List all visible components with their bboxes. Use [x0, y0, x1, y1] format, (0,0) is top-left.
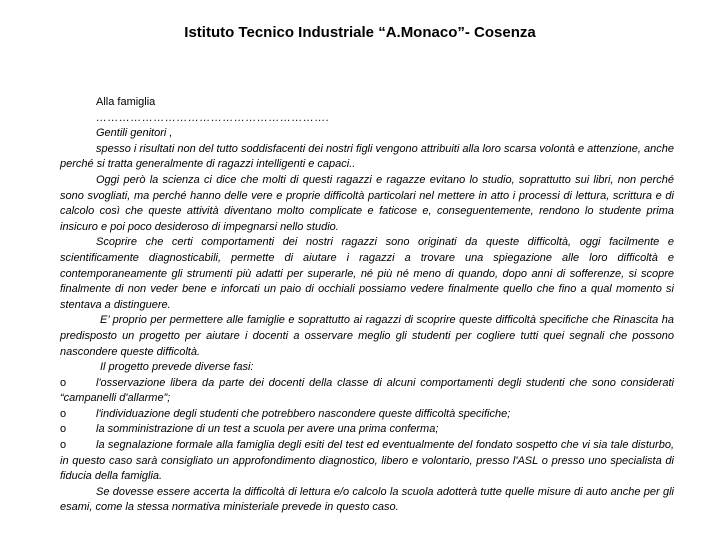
- list-item-text: la segnalazione formale alla famiglia degli esiti del test ed eventualmente del fondato sospetto che vi sia tale disturbo, in questo caso sarà consigliato un approfondimento diagnostico, libero e volontario, presso l'ASL o presso uno specialista di fiducia della famiglia.: [60, 439, 674, 483]
- list-item: [60, 422, 674, 438]
- paragraph-1: spesso i risultati non del tutto soddisfacenti dei nostri figli vengono attribuiti alla loro scarsa volontà e attenzione, anche perché si tratta generalmente di ragazzi intelligenti e capaci..: [60, 142, 674, 171]
- document-title: Istituto Tecnico Industriale “A.Monaco”- Cosenza: [184, 24, 536, 41]
- list-item-text: la somministrazione di un test a scuola per avere una prima conferma;: [96, 423, 439, 436]
- bullet-marker: o: [60, 423, 67, 436]
- bullet-marker: o: [60, 439, 67, 452]
- paragraph-2: Oggi però la scienza ci dice che molti di questi ragazzi e ragazze evitano lo studio, soprattutto sui libri, non perché sono svogliati, ma perché hanno delle vere e proprie difficoltà particolari nel mettere in atto i processi di lettura, scrittura e di calcolo così che queste attività diventano molto complicate e faticose e, conseguentemente, rendono lo studente prima insicuro e poi poco desideroso di impegnarsi nello studio.: [60, 173, 674, 233]
- salutation: Gentili genitori ,: [96, 127, 173, 140]
- list-item-text: l'individuazione degli studenti che potrebbero nascondere queste difficoltà specifiche;: [96, 407, 511, 420]
- paragraph-3: Scoprire che certi comportamenti dei nostri ragazzi sono originati da queste difficoltà, oggi facilmente e scientificamente diagnosticabili, permette di aiutare i ragazzi a trovare una spiegazione alle loro difficoltà e contemporaneamente gli strumenti più adatti per superarle, né più né meno di quando, dopo anni di sofferenze, si scopre finalmente di non veder bene e inforcati un paio di occhiali possiamo vedere finalmente quello che fino a qual momento si stentava a distinguere.: [60, 236, 674, 311]
- letter-body: [60, 95, 674, 516]
- bullet-marker: o: [60, 376, 67, 389]
- recipient-line: Alla famiglia: [96, 96, 156, 108]
- list-item: [60, 376, 674, 407]
- paragraph-6: Se dovesse essere accerta la difficoltà di lettura e/o calcolo la scuola adotterà tutte quelle misure di auto anche per gli esami, come la stessa normativa ministeriale prevede in questo caso.: [60, 485, 674, 514]
- recipient-dots: …………………………………………………….: [96, 111, 330, 124]
- paragraph-5: Il progetto prevede diverse fasi:: [100, 361, 254, 374]
- list-item-text: l'osservazione libera da parte dei docenti della classe di alcuni comportamenti degli studenti che sono considerati “campanelli d'allarme”;: [60, 376, 674, 405]
- bullet-marker: o: [60, 407, 67, 420]
- paragraph-4: E’ proprio per permettere alle famiglie e soprattutto ai ragazzi di scoprire queste difficoltà specifiche che Rinascita ha predisposto un progetto per aiutare i docenti a osservare meglio gli studenti per cogliere tutti quei segnali che possono nascondere queste difficoltà.: [60, 314, 674, 358]
- list-item: [60, 407, 674, 423]
- list-item: [60, 438, 674, 485]
